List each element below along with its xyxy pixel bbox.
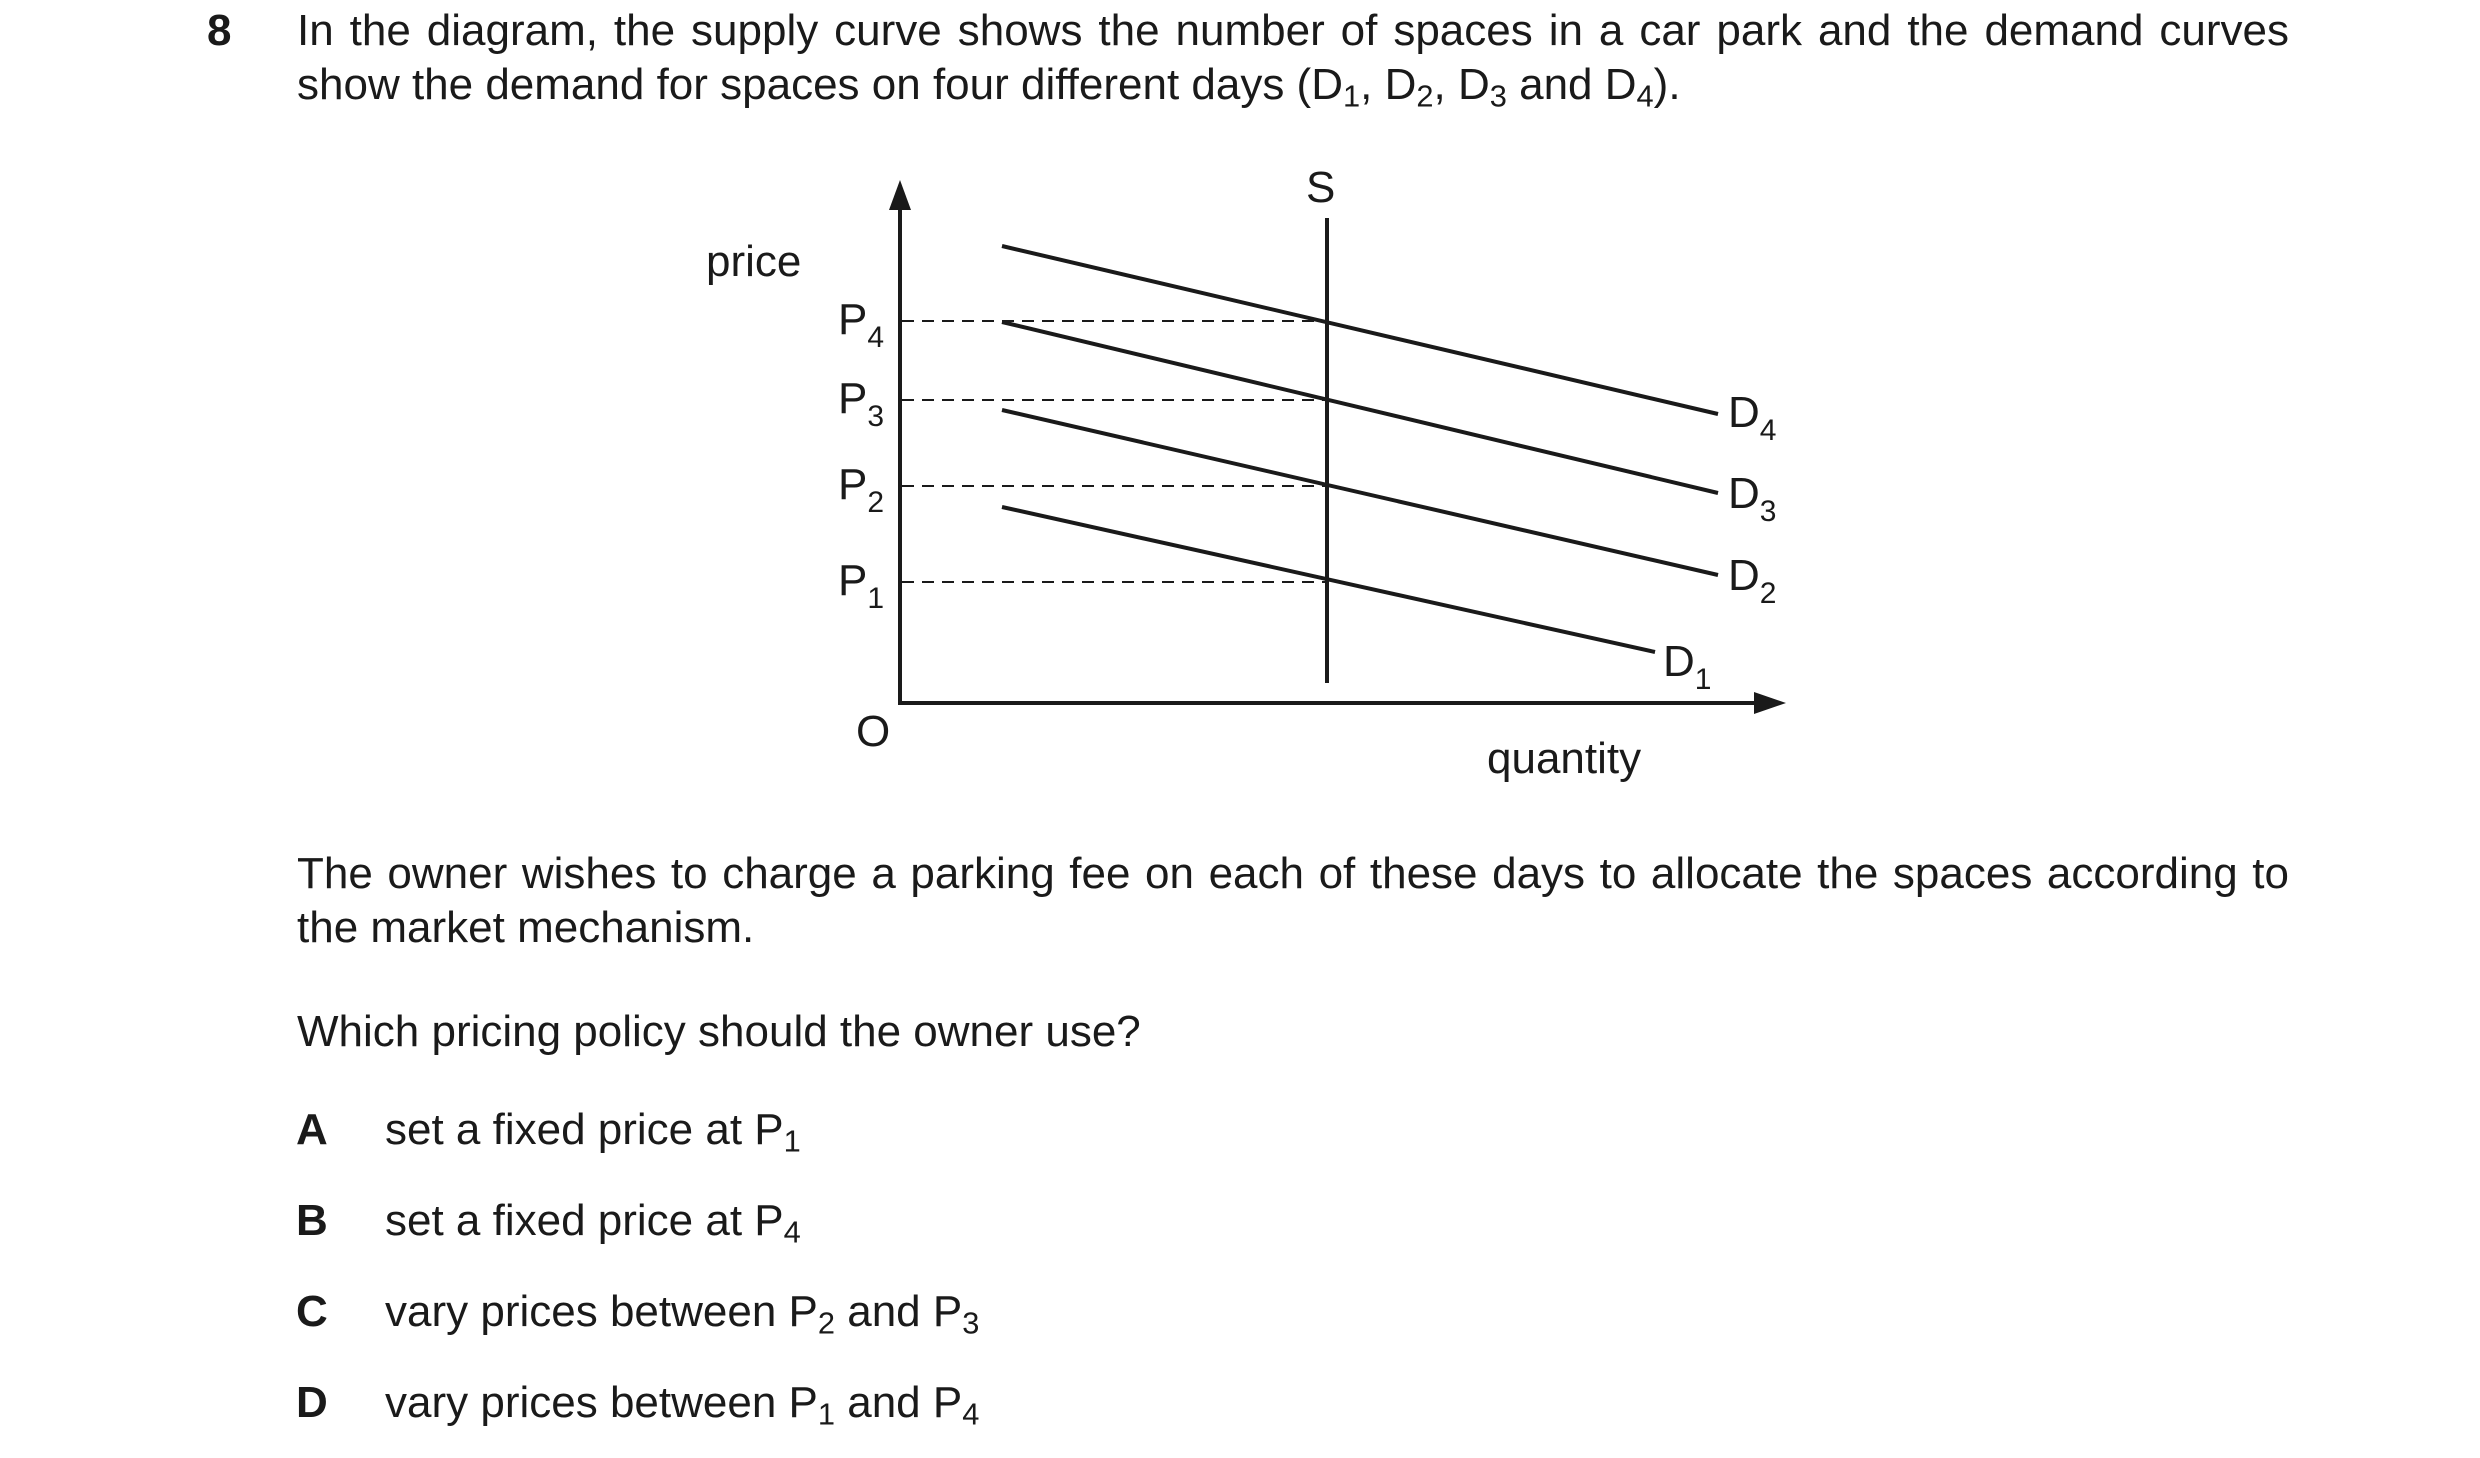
supply-label: S — [1306, 163, 1336, 212]
demand-label-d1: $D_1$ — [1663, 637, 1712, 696]
demand-label-d4: $D_4$ — [1728, 388, 1777, 447]
demand-curve-d2 — [1002, 410, 1718, 575]
price-label-p3: $P_3$ — [838, 374, 885, 433]
option-d-text[interactable]: vary prices between $P_1$ and $P_4$ — [385, 1378, 980, 1432]
option-d-letter[interactable]: D — [296, 1378, 328, 1427]
option-c-text[interactable]: vary prices between $P_2$ and $P_3$ — [385, 1287, 980, 1341]
price-label-p4: $P_4$ — [838, 295, 885, 354]
demand-label-d3: $D_3$ — [1728, 469, 1777, 528]
x-axis-arrow — [1754, 692, 1786, 714]
y-axis-arrow — [889, 180, 911, 210]
y-axis-label: price — [706, 237, 802, 286]
question-intro: In the diagram, the supply curve shows the number of spaces in a car park and the demand curves show the demand for spaces on four different days ($D_1$, $D_2$, $D_3$ and $D_4$). — [297, 6, 2289, 114]
option-b-letter[interactable]: B — [296, 1196, 328, 1245]
option-b-text[interactable]: set a fixed price at $P_4$ — [385, 1196, 801, 1250]
owner-statement: The owner wishes to charge a parking fee on each of these days to allocate the spaces according to the market mechanism. — [297, 849, 2289, 952]
question-prompt: Which pricing policy should the owner use? — [297, 1007, 1141, 1056]
demand-curves — [1002, 246, 1718, 652]
price-label-p2: $P_2$ — [838, 460, 885, 519]
option-a-text[interactable]: set a fixed price at $P_1$ — [385, 1105, 801, 1159]
option-c-letter[interactable]: C — [296, 1287, 328, 1336]
demand-label-d2: $D_2$ — [1728, 551, 1777, 610]
option-a-letter[interactable]: A — [296, 1105, 328, 1154]
demand-curve-d4 — [1002, 246, 1718, 414]
origin-label: O — [856, 707, 891, 756]
price-label-p1: $P_1$ — [838, 556, 885, 615]
question-number: 8 — [207, 6, 232, 55]
x-axis-label: quantity — [1487, 734, 1642, 783]
demand-curve-d3 — [1002, 322, 1718, 493]
price-guides — [902, 321, 1327, 582]
